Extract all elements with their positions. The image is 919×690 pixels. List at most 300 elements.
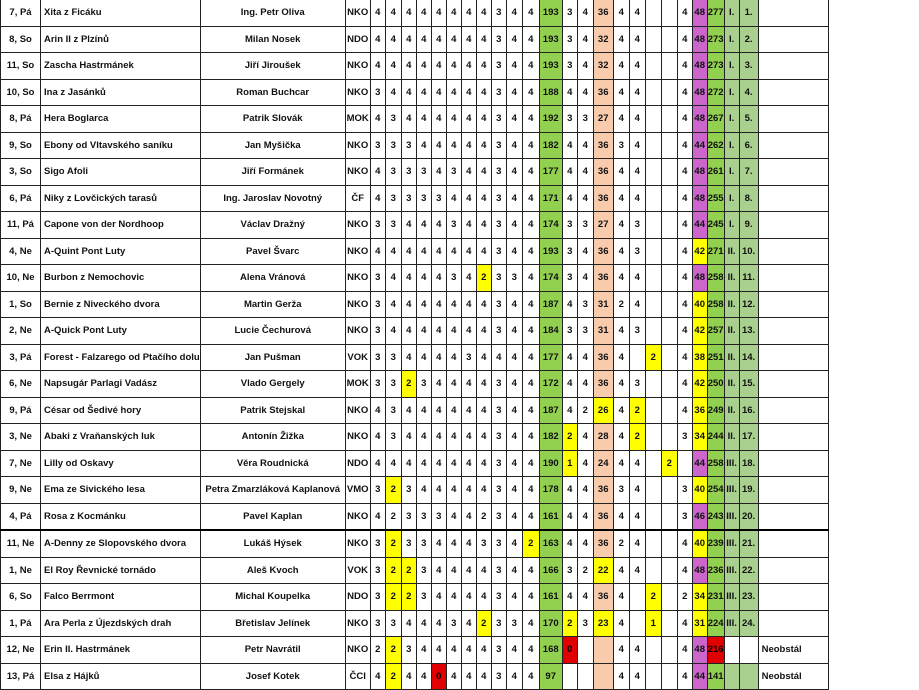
water-subtotal-cell: 36: [593, 477, 613, 504]
score-11-cell: 4: [476, 26, 491, 53]
score-22-cell: [661, 371, 677, 398]
score-6-cell: 3: [401, 159, 416, 186]
score-21-cell: [645, 26, 661, 53]
score-21-cell: [645, 503, 661, 530]
score-22-cell: [661, 530, 677, 557]
score-14-cell: 4: [522, 450, 539, 477]
table-row: [1, 53, 829, 80]
score-12-cell: 3: [491, 530, 506, 557]
field-subtotal-cell: 193: [539, 26, 562, 53]
score-23-cell: 4: [677, 26, 692, 53]
dog-name-cell: Abaki z Vraňanských luk: [41, 424, 201, 451]
score-11-cell: 4: [476, 53, 491, 80]
dog-number-cell: 10, Ne: [1, 265, 41, 292]
score-23-cell: 3: [677, 477, 692, 504]
dog-name-cell: Ema ze Sivického lesa: [41, 477, 201, 504]
score-5-cell: 3: [385, 159, 401, 186]
score-7-cell: 4: [416, 344, 431, 371]
field-subtotal-cell: 177: [539, 344, 562, 371]
score-8-cell: 0: [431, 663, 446, 690]
score-20-cell: 4: [629, 265, 645, 292]
prize-class-cell: II.: [724, 371, 739, 398]
dog-number-cell: 3, So: [1, 159, 41, 186]
score-19-cell: 4: [613, 557, 629, 584]
score-4-cell: 4: [370, 53, 385, 80]
score-11-cell: 4: [476, 477, 491, 504]
placement-cell: 18.: [739, 450, 758, 477]
score-20-cell: 4: [629, 477, 645, 504]
breed-code-cell: NKO: [345, 610, 370, 637]
score-6-cell: 4: [401, 291, 416, 318]
score-5-cell: 4: [385, 450, 401, 477]
score-23-cell: 4: [677, 637, 692, 664]
score-21-cell: [645, 132, 661, 159]
score-7-cell: 4: [416, 610, 431, 637]
score-9-cell: 4: [446, 371, 461, 398]
score-10-cell: 4: [461, 159, 476, 186]
score-21-cell: [645, 397, 661, 424]
score-5-cell: 4: [385, 26, 401, 53]
score-8-cell: 4: [431, 26, 446, 53]
handler-name-cell: Josef Kotek: [200, 663, 345, 690]
note-cell: [758, 159, 828, 186]
score-9-cell: 4: [446, 291, 461, 318]
obedience-subtotal-cell: 44: [692, 132, 707, 159]
note-cell: [758, 610, 828, 637]
breed-code-cell: NKO: [345, 53, 370, 80]
score-23-cell: 4: [677, 530, 692, 557]
score-19-cell: 4: [613, 663, 629, 690]
score-12-cell: 3: [491, 159, 506, 186]
score-21-cell: [645, 106, 661, 133]
score-8-cell: 4: [431, 291, 446, 318]
obedience-subtotal-cell: 48: [692, 53, 707, 80]
obedience-subtotal-cell: 34: [692, 424, 707, 451]
total-points-cell: 271: [707, 238, 724, 265]
placement-cell: 8.: [739, 185, 758, 212]
field-subtotal-cell: 171: [539, 185, 562, 212]
score-14-cell: 4: [522, 238, 539, 265]
score-10-cell: 4: [461, 265, 476, 292]
score-17-cell: 4: [577, 238, 593, 265]
total-points-cell: 254: [707, 477, 724, 504]
score-10-cell: 4: [461, 212, 476, 239]
field-subtotal-cell: 172: [539, 371, 562, 398]
score-21-cell: [645, 424, 661, 451]
score-4-cell: 3: [370, 477, 385, 504]
score-9-cell: 4: [446, 397, 461, 424]
score-4-cell: 4: [370, 238, 385, 265]
score-21-cell: [645, 557, 661, 584]
breed-code-cell: NKO: [345, 530, 370, 557]
score-10-cell: 4: [461, 584, 476, 611]
score-22-cell: [661, 212, 677, 239]
prize-class-cell: II.: [724, 291, 739, 318]
score-13-cell: 4: [506, 557, 522, 584]
field-subtotal-cell: 193: [539, 0, 562, 26]
score-21-cell: [645, 318, 661, 345]
table-row: [1, 424, 829, 451]
score-9-cell: 3: [446, 159, 461, 186]
score-7-cell: 3: [416, 584, 431, 611]
score-11-cell: 4: [476, 291, 491, 318]
field-subtotal-cell: 97: [539, 663, 562, 690]
score-20-cell: 4: [629, 663, 645, 690]
obedience-subtotal-cell: 44: [692, 212, 707, 239]
note-cell: [758, 79, 828, 106]
score-9-cell: 4: [446, 557, 461, 584]
table-row: [1, 26, 829, 53]
score-19-cell: 4: [613, 450, 629, 477]
dog-name-cell: César od Šedivé hory: [41, 397, 201, 424]
score-10-cell: 4: [461, 53, 476, 80]
field-subtotal-cell: 188: [539, 79, 562, 106]
score-17-cell: 4: [577, 371, 593, 398]
score-22-cell: [661, 53, 677, 80]
score-19-cell: 3: [613, 132, 629, 159]
water-subtotal-cell: 31: [593, 291, 613, 318]
score-13-cell: 4: [506, 477, 522, 504]
score-17-cell: 2: [577, 557, 593, 584]
score-21-cell: [645, 530, 661, 557]
score-4-cell: 4: [370, 26, 385, 53]
handler-name-cell: Jan Pušman: [200, 344, 345, 371]
score-8-cell: 4: [431, 584, 446, 611]
field-subtotal-cell: 190: [539, 450, 562, 477]
note-cell: [758, 424, 828, 451]
score-16-cell: 4: [562, 291, 577, 318]
prize-class-cell: I.: [724, 132, 739, 159]
score-20-cell: 4: [629, 26, 645, 53]
score-22-cell: [661, 477, 677, 504]
score-7-cell: 4: [416, 0, 431, 26]
field-subtotal-cell: 192: [539, 106, 562, 133]
handler-name-cell: Martin Gerža: [200, 291, 345, 318]
score-9-cell: 4: [446, 503, 461, 530]
score-9-cell: 4: [446, 79, 461, 106]
score-6-cell: 2: [401, 557, 416, 584]
note-cell: [758, 53, 828, 80]
handler-name-cell: Lukáš Hýsek: [200, 530, 345, 557]
placement-cell: 1.: [739, 0, 758, 26]
score-23-cell: 4: [677, 610, 692, 637]
score-21-cell: [645, 265, 661, 292]
score-13-cell: 4: [506, 159, 522, 186]
score-16-cell: 4: [562, 477, 577, 504]
obedience-subtotal-cell: 48: [692, 637, 707, 664]
field-subtotal-cell: 177: [539, 159, 562, 186]
score-12-cell: 3: [491, 265, 506, 292]
water-subtotal-cell: [593, 663, 613, 690]
score-13-cell: 4: [506, 318, 522, 345]
score-9-cell: 4: [446, 424, 461, 451]
score-12-cell: 3: [491, 79, 506, 106]
score-12-cell: 3: [491, 185, 506, 212]
score-13-cell: 4: [506, 424, 522, 451]
score-19-cell: 4: [613, 344, 629, 371]
score-10-cell: 4: [461, 291, 476, 318]
total-points-cell: 257: [707, 318, 724, 345]
score-8-cell: 4: [431, 344, 446, 371]
note-cell: [758, 371, 828, 398]
score-12-cell: 3: [491, 371, 506, 398]
score-5-cell: 3: [385, 106, 401, 133]
score-23-cell: 4: [677, 106, 692, 133]
score-19-cell: 4: [613, 185, 629, 212]
score-6-cell: 4: [401, 0, 416, 26]
total-points-cell: 273: [707, 26, 724, 53]
score-4-cell: 3: [370, 344, 385, 371]
score-11-cell: 4: [476, 371, 491, 398]
score-8-cell: 4: [431, 397, 446, 424]
score-8-cell: 4: [431, 212, 446, 239]
score-5-cell: 4: [385, 265, 401, 292]
score-7-cell: 4: [416, 212, 431, 239]
score-23-cell: 4: [677, 318, 692, 345]
score-5-cell: 2: [385, 663, 401, 690]
breed-code-cell: ČCI: [345, 663, 370, 690]
score-4-cell: 4: [370, 0, 385, 26]
table-row: [1, 371, 829, 398]
score-10-cell: 4: [461, 450, 476, 477]
score-23-cell: 4: [677, 159, 692, 186]
total-points-cell: 239: [707, 530, 724, 557]
score-14-cell: 4: [522, 503, 539, 530]
dog-number-cell: 6, Ne: [1, 371, 41, 398]
dog-number-cell: 4, Ne: [1, 238, 41, 265]
placement-cell: 12.: [739, 291, 758, 318]
score-14-cell: 4: [522, 265, 539, 292]
table-row: [1, 106, 829, 133]
score-8-cell: 4: [431, 610, 446, 637]
prize-class-cell: III.: [724, 450, 739, 477]
score-11-cell: 4: [476, 79, 491, 106]
score-17-cell: 4: [577, 450, 593, 477]
field-subtotal-cell: 170: [539, 610, 562, 637]
handler-name-cell: Pavel Kaplan: [200, 503, 345, 530]
score-14-cell: 4: [522, 371, 539, 398]
dog-name-cell: Erin II. Hastrmánek: [41, 637, 201, 664]
table-row: [1, 610, 829, 637]
score-5-cell: 2: [385, 557, 401, 584]
score-23-cell: 4: [677, 265, 692, 292]
score-10-cell: 4: [461, 132, 476, 159]
table-row: [1, 397, 829, 424]
dog-number-cell: 11, Pá: [1, 212, 41, 239]
score-16-cell: 3: [562, 238, 577, 265]
field-subtotal-cell: 182: [539, 132, 562, 159]
score-19-cell: 3: [613, 477, 629, 504]
note-cell: [758, 503, 828, 530]
score-12-cell: 3: [491, 477, 506, 504]
score-7-cell: 4: [416, 26, 431, 53]
score-17-cell: 4: [577, 265, 593, 292]
score-9-cell: 4: [446, 26, 461, 53]
obedience-subtotal-cell: 40: [692, 477, 707, 504]
dog-number-cell: 2, Ne: [1, 318, 41, 345]
score-20-cell: [629, 344, 645, 371]
score-14-cell: 4: [522, 291, 539, 318]
score-8-cell: 4: [431, 79, 446, 106]
placement-cell: 4.: [739, 79, 758, 106]
score-14-cell: 4: [522, 397, 539, 424]
score-12-cell: 3: [491, 212, 506, 239]
score-22-cell: [661, 106, 677, 133]
score-4-cell: 4: [370, 159, 385, 186]
score-8-cell: 4: [431, 637, 446, 664]
placement-cell: 9.: [739, 212, 758, 239]
score-4-cell: 4: [370, 397, 385, 424]
field-subtotal-cell: 187: [539, 291, 562, 318]
dog-name-cell: Bernie z Niveckého dvora: [41, 291, 201, 318]
score-12-cell: 3: [491, 291, 506, 318]
score-20-cell: 3: [629, 371, 645, 398]
dog-number-cell: 9, Pá: [1, 397, 41, 424]
score-23-cell: 4: [677, 371, 692, 398]
score-23-cell: 4: [677, 132, 692, 159]
score-8-cell: 4: [431, 238, 446, 265]
table-row: [1, 318, 829, 345]
score-19-cell: 4: [613, 637, 629, 664]
breed-code-cell: NDO: [345, 584, 370, 611]
obedience-subtotal-cell: 40: [692, 291, 707, 318]
dog-name-cell: Rosa z Kocmánku: [41, 503, 201, 530]
score-21-cell: [645, 477, 661, 504]
prize-class-cell: III.: [724, 477, 739, 504]
note-cell: [758, 291, 828, 318]
breed-code-cell: NKO: [345, 79, 370, 106]
handler-name-cell: Aleš Kvoch: [200, 557, 345, 584]
water-subtotal-cell: 36: [593, 0, 613, 26]
score-10-cell: 4: [461, 238, 476, 265]
score-10-cell: 4: [461, 610, 476, 637]
score-14-cell: 4: [522, 0, 539, 26]
breed-code-cell: MOK: [345, 371, 370, 398]
score-13-cell: 4: [506, 450, 522, 477]
score-7-cell: 4: [416, 79, 431, 106]
score-5-cell: 3: [385, 212, 401, 239]
score-9-cell: 4: [446, 132, 461, 159]
score-13-cell: 4: [506, 291, 522, 318]
breed-code-cell: ČF: [345, 185, 370, 212]
prize-class-cell: I.: [724, 0, 739, 26]
total-points-cell: 244: [707, 424, 724, 451]
prize-class-cell: I.: [724, 79, 739, 106]
score-12-cell: 3: [491, 106, 506, 133]
score-23-cell: 4: [677, 79, 692, 106]
prize-class-cell: [724, 663, 739, 690]
score-6-cell: 4: [401, 79, 416, 106]
score-9-cell: 3: [446, 610, 461, 637]
score-19-cell: 2: [613, 530, 629, 557]
score-9-cell: 3: [446, 265, 461, 292]
score-12-cell: 3: [491, 450, 506, 477]
table-row: [1, 503, 829, 530]
obedience-subtotal-cell: 42: [692, 371, 707, 398]
breed-code-cell: MOK: [345, 106, 370, 133]
table-row: [1, 159, 829, 186]
prize-class-cell: I.: [724, 185, 739, 212]
score-5-cell: 3: [385, 185, 401, 212]
water-subtotal-cell: 24: [593, 450, 613, 477]
obedience-subtotal-cell: 48: [692, 265, 707, 292]
score-14-cell: 4: [522, 344, 539, 371]
score-7-cell: 4: [416, 450, 431, 477]
score-13-cell: 4: [506, 584, 522, 611]
prize-class-cell: I.: [724, 26, 739, 53]
dog-number-cell: 1, Pá: [1, 610, 41, 637]
table-row: [1, 530, 829, 557]
handler-name-cell: Michal Koupelka: [200, 584, 345, 611]
score-12-cell: 3: [491, 318, 506, 345]
breed-code-cell: NKO: [345, 159, 370, 186]
score-10-cell: 4: [461, 477, 476, 504]
score-4-cell: 3: [370, 371, 385, 398]
breed-code-cell: NKO: [345, 424, 370, 451]
score-5-cell: 2: [385, 637, 401, 664]
placement-cell: 2.: [739, 26, 758, 53]
score-9-cell: 4: [446, 185, 461, 212]
obedience-subtotal-cell: 36: [692, 397, 707, 424]
score-10-cell: 4: [461, 503, 476, 530]
breed-code-cell: VMO: [345, 477, 370, 504]
score-23-cell: 4: [677, 557, 692, 584]
note-cell: [758, 397, 828, 424]
score-16-cell: 3: [562, 26, 577, 53]
field-subtotal-cell: 182: [539, 424, 562, 451]
prize-class-cell: III.: [724, 503, 739, 530]
placement-cell: 7.: [739, 159, 758, 186]
score-13-cell: 4: [506, 185, 522, 212]
field-subtotal-cell: 161: [539, 584, 562, 611]
water-subtotal-cell: 36: [593, 265, 613, 292]
score-16-cell: 3: [562, 53, 577, 80]
score-21-cell: [645, 185, 661, 212]
prize-class-cell: I.: [724, 53, 739, 80]
score-20-cell: 4: [629, 0, 645, 26]
score-17-cell: 4: [577, 79, 593, 106]
score-12-cell: 3: [491, 397, 506, 424]
score-20-cell: 2: [629, 424, 645, 451]
note-cell: [758, 185, 828, 212]
table-row: [1, 291, 829, 318]
water-subtotal-cell: 36: [593, 238, 613, 265]
score-9-cell: 4: [446, 637, 461, 664]
score-21-cell: [645, 663, 661, 690]
score-9-cell: 4: [446, 344, 461, 371]
dog-number-cell: 1, Ne: [1, 557, 41, 584]
score-4-cell: 4: [370, 663, 385, 690]
breed-code-cell: NKO: [345, 0, 370, 26]
score-5-cell: 3: [385, 344, 401, 371]
total-points-cell: 236: [707, 557, 724, 584]
score-5-cell: 2: [385, 503, 401, 530]
score-14-cell: 4: [522, 185, 539, 212]
score-10-cell: 4: [461, 424, 476, 451]
score-11-cell: 4: [476, 637, 491, 664]
score-9-cell: 3: [446, 212, 461, 239]
note-cell: [758, 265, 828, 292]
score-23-cell: 4: [677, 663, 692, 690]
score-10-cell: 4: [461, 0, 476, 26]
score-20-cell: 4: [629, 106, 645, 133]
score-20-cell: [629, 610, 645, 637]
obedience-subtotal-cell: 48: [692, 185, 707, 212]
score-23-cell: [677, 450, 692, 477]
score-23-cell: 3: [677, 503, 692, 530]
score-7-cell: 4: [416, 424, 431, 451]
score-6-cell: 4: [401, 26, 416, 53]
